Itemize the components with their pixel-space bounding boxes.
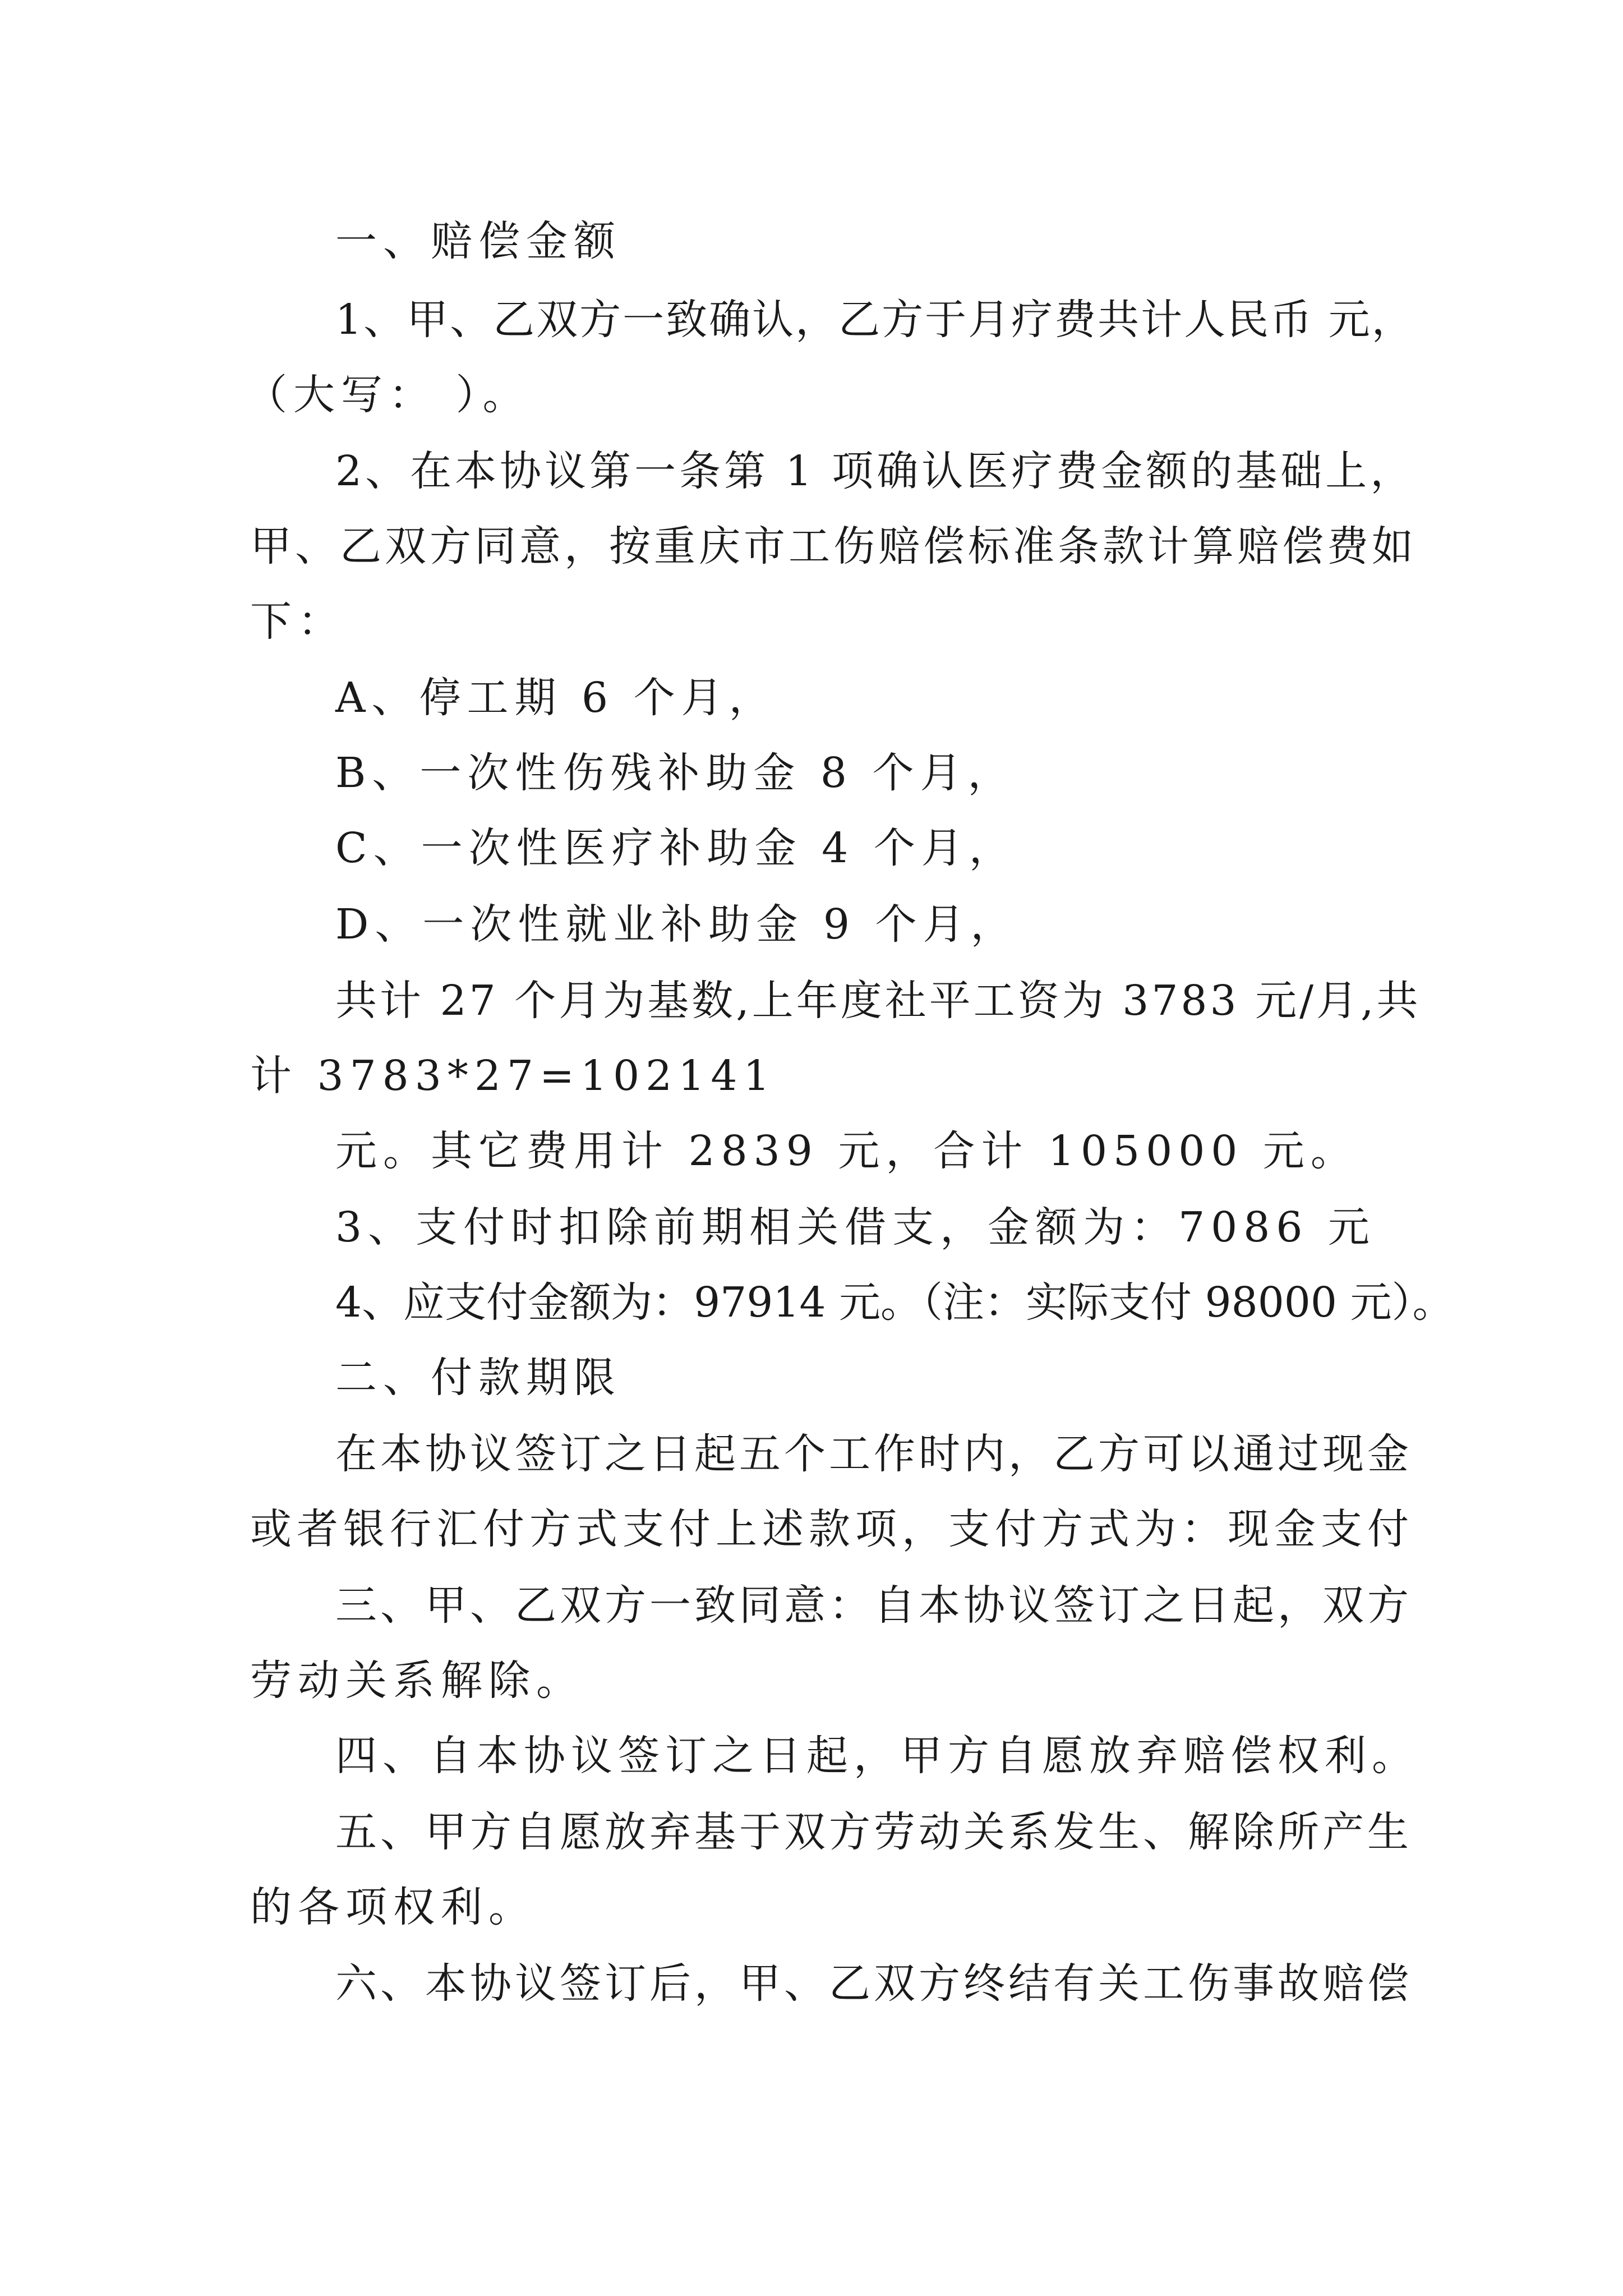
paragraph-line: 在本协议签订之日起五个工作时内，乙方可以通过现金 bbox=[335, 1430, 1412, 1478]
paragraph-line: 下： bbox=[250, 597, 345, 646]
paragraph-line: 六、本协议签订后，甲、乙双方终结有关工伤事故赔偿 bbox=[335, 1959, 1412, 2008]
paragraph-line: 三、甲、乙双方一致同意：自本协议签订之日起，双方 bbox=[335, 1581, 1412, 1630]
list-item: B、一次性伤残补助金 8 个月， bbox=[335, 749, 1016, 797]
paragraph-line: 1、甲、乙双方一致确认，乙方于月疗费共计人民币 元， bbox=[335, 296, 1415, 344]
paragraph-line: 计 3783*27=102141 bbox=[250, 1052, 776, 1100]
paragraph-line: 4、应支付金额为：97914 元。（注：实际支付 98000 元）。 bbox=[335, 1278, 1454, 1327]
section-heading-payment-term: 二、付款期限 bbox=[335, 1354, 621, 1402]
paragraph-line: 2、在本协议第一条第 1 项确认医疗费金额的基础上， bbox=[335, 447, 1415, 495]
list-item: C、一次性医疗补助金 4 个月， bbox=[335, 824, 1017, 872]
paragraph-line: 劳动关系解除。 bbox=[250, 1657, 584, 1705]
paragraph-line: 3、支付时扣除前期相关借支，金额为：7086 元 bbox=[335, 1203, 1376, 1251]
paragraph-line: 的各项权利。 bbox=[250, 1883, 536, 1931]
list-item: A、停工期 6 个月， bbox=[335, 674, 777, 722]
paragraph-line: （大写： ）。 bbox=[246, 371, 531, 419]
paragraph-line: 五、甲方自愿放弃基于双方劳动关系发生、解除所产生 bbox=[335, 1808, 1412, 1856]
paragraph-line: 共计 27 个月为基数,上年度社平工资为 3783 元/月,共 bbox=[335, 977, 1421, 1025]
paragraph-line: 元。其它费用计 2839 元，合计 105000 元。 bbox=[335, 1127, 1358, 1175]
paragraph-line: 甲、乙双方同意，按重庆市工伤赔偿标准条款计算赔偿费如 bbox=[250, 522, 1417, 570]
paragraph-line: 或者银行汇付方式支付上述款项，支付方式为：现金支付 bbox=[250, 1505, 1414, 1553]
list-item: D、一次性就业补助金 9 个月， bbox=[335, 900, 1018, 949]
paragraph-line: 四、自本协议签订之日起，甲方自愿放弃赔偿权利。 bbox=[335, 1732, 1419, 1780]
section-heading-compensation: 一、赔偿金额 bbox=[335, 217, 621, 265]
